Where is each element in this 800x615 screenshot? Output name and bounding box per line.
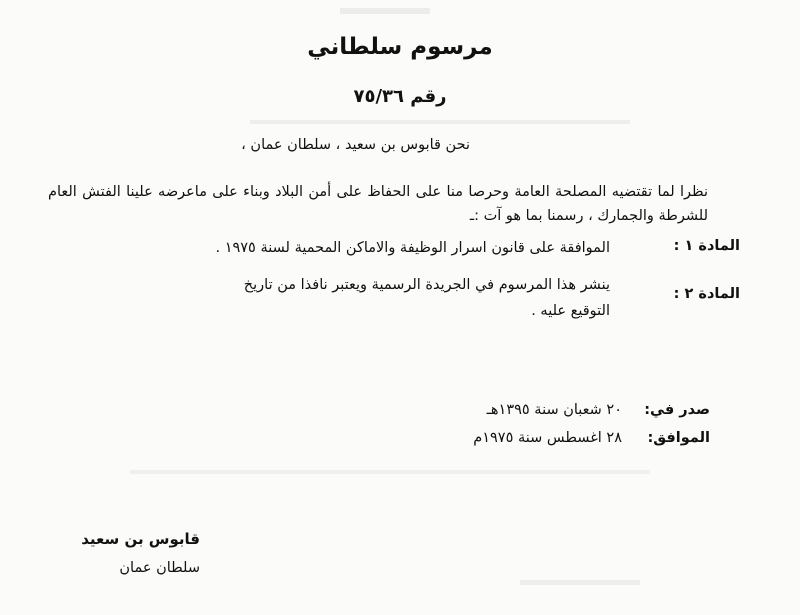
corresponding-date: ٢٨ اغسطس سنة ١٩٧٥م — [473, 430, 622, 446]
decree-number: رقم ٧٥/٣٦ — [353, 86, 447, 107]
issued-date: ٢٠ شعبان سنة ١٣٩٥هـ — [486, 402, 622, 418]
bleed-through-mark — [520, 580, 640, 585]
signature-title: سلطان عمان — [119, 560, 200, 576]
article-2-text-line-1: ينشر هذا المرسوم في الجريدة الرسمية ويعتبر نافذا من تاريخ — [243, 277, 610, 293]
bleed-through-mark — [130, 470, 650, 474]
decree-title: مرسوم سلطاني — [307, 34, 493, 60]
decree-intro: نحن قابوس بن سعيد ، سلطان عمان ، — [241, 137, 470, 153]
signature-name: قابوس بن سعيد — [81, 530, 200, 548]
article-2-text-line-2: التوقيع عليه . — [531, 303, 610, 319]
bleed-through-mark — [340, 8, 430, 14]
corresponding-label: الموافق: — [647, 430, 710, 446]
bleed-through-mark — [250, 120, 630, 124]
article-1-label: المادة ١ : — [673, 238, 740, 254]
issued-label: صدر في: — [644, 402, 710, 418]
article-1-text: الموافقة على قانون اسرار الوظيفة والاماكن المحمية لسنة ١٩٧٥ . — [215, 240, 610, 256]
article-2-label: المادة ٢ : — [673, 286, 740, 302]
decree-preamble: نظرا لما تقتضيه المصلحة العامة وحرصا منا على الحفاظ على أمن البلاد وبناء على ماعرضه علينا الفتش العام للشرطة والجمارك ، رسمنا بما هو آت :ـ — [48, 184, 708, 224]
